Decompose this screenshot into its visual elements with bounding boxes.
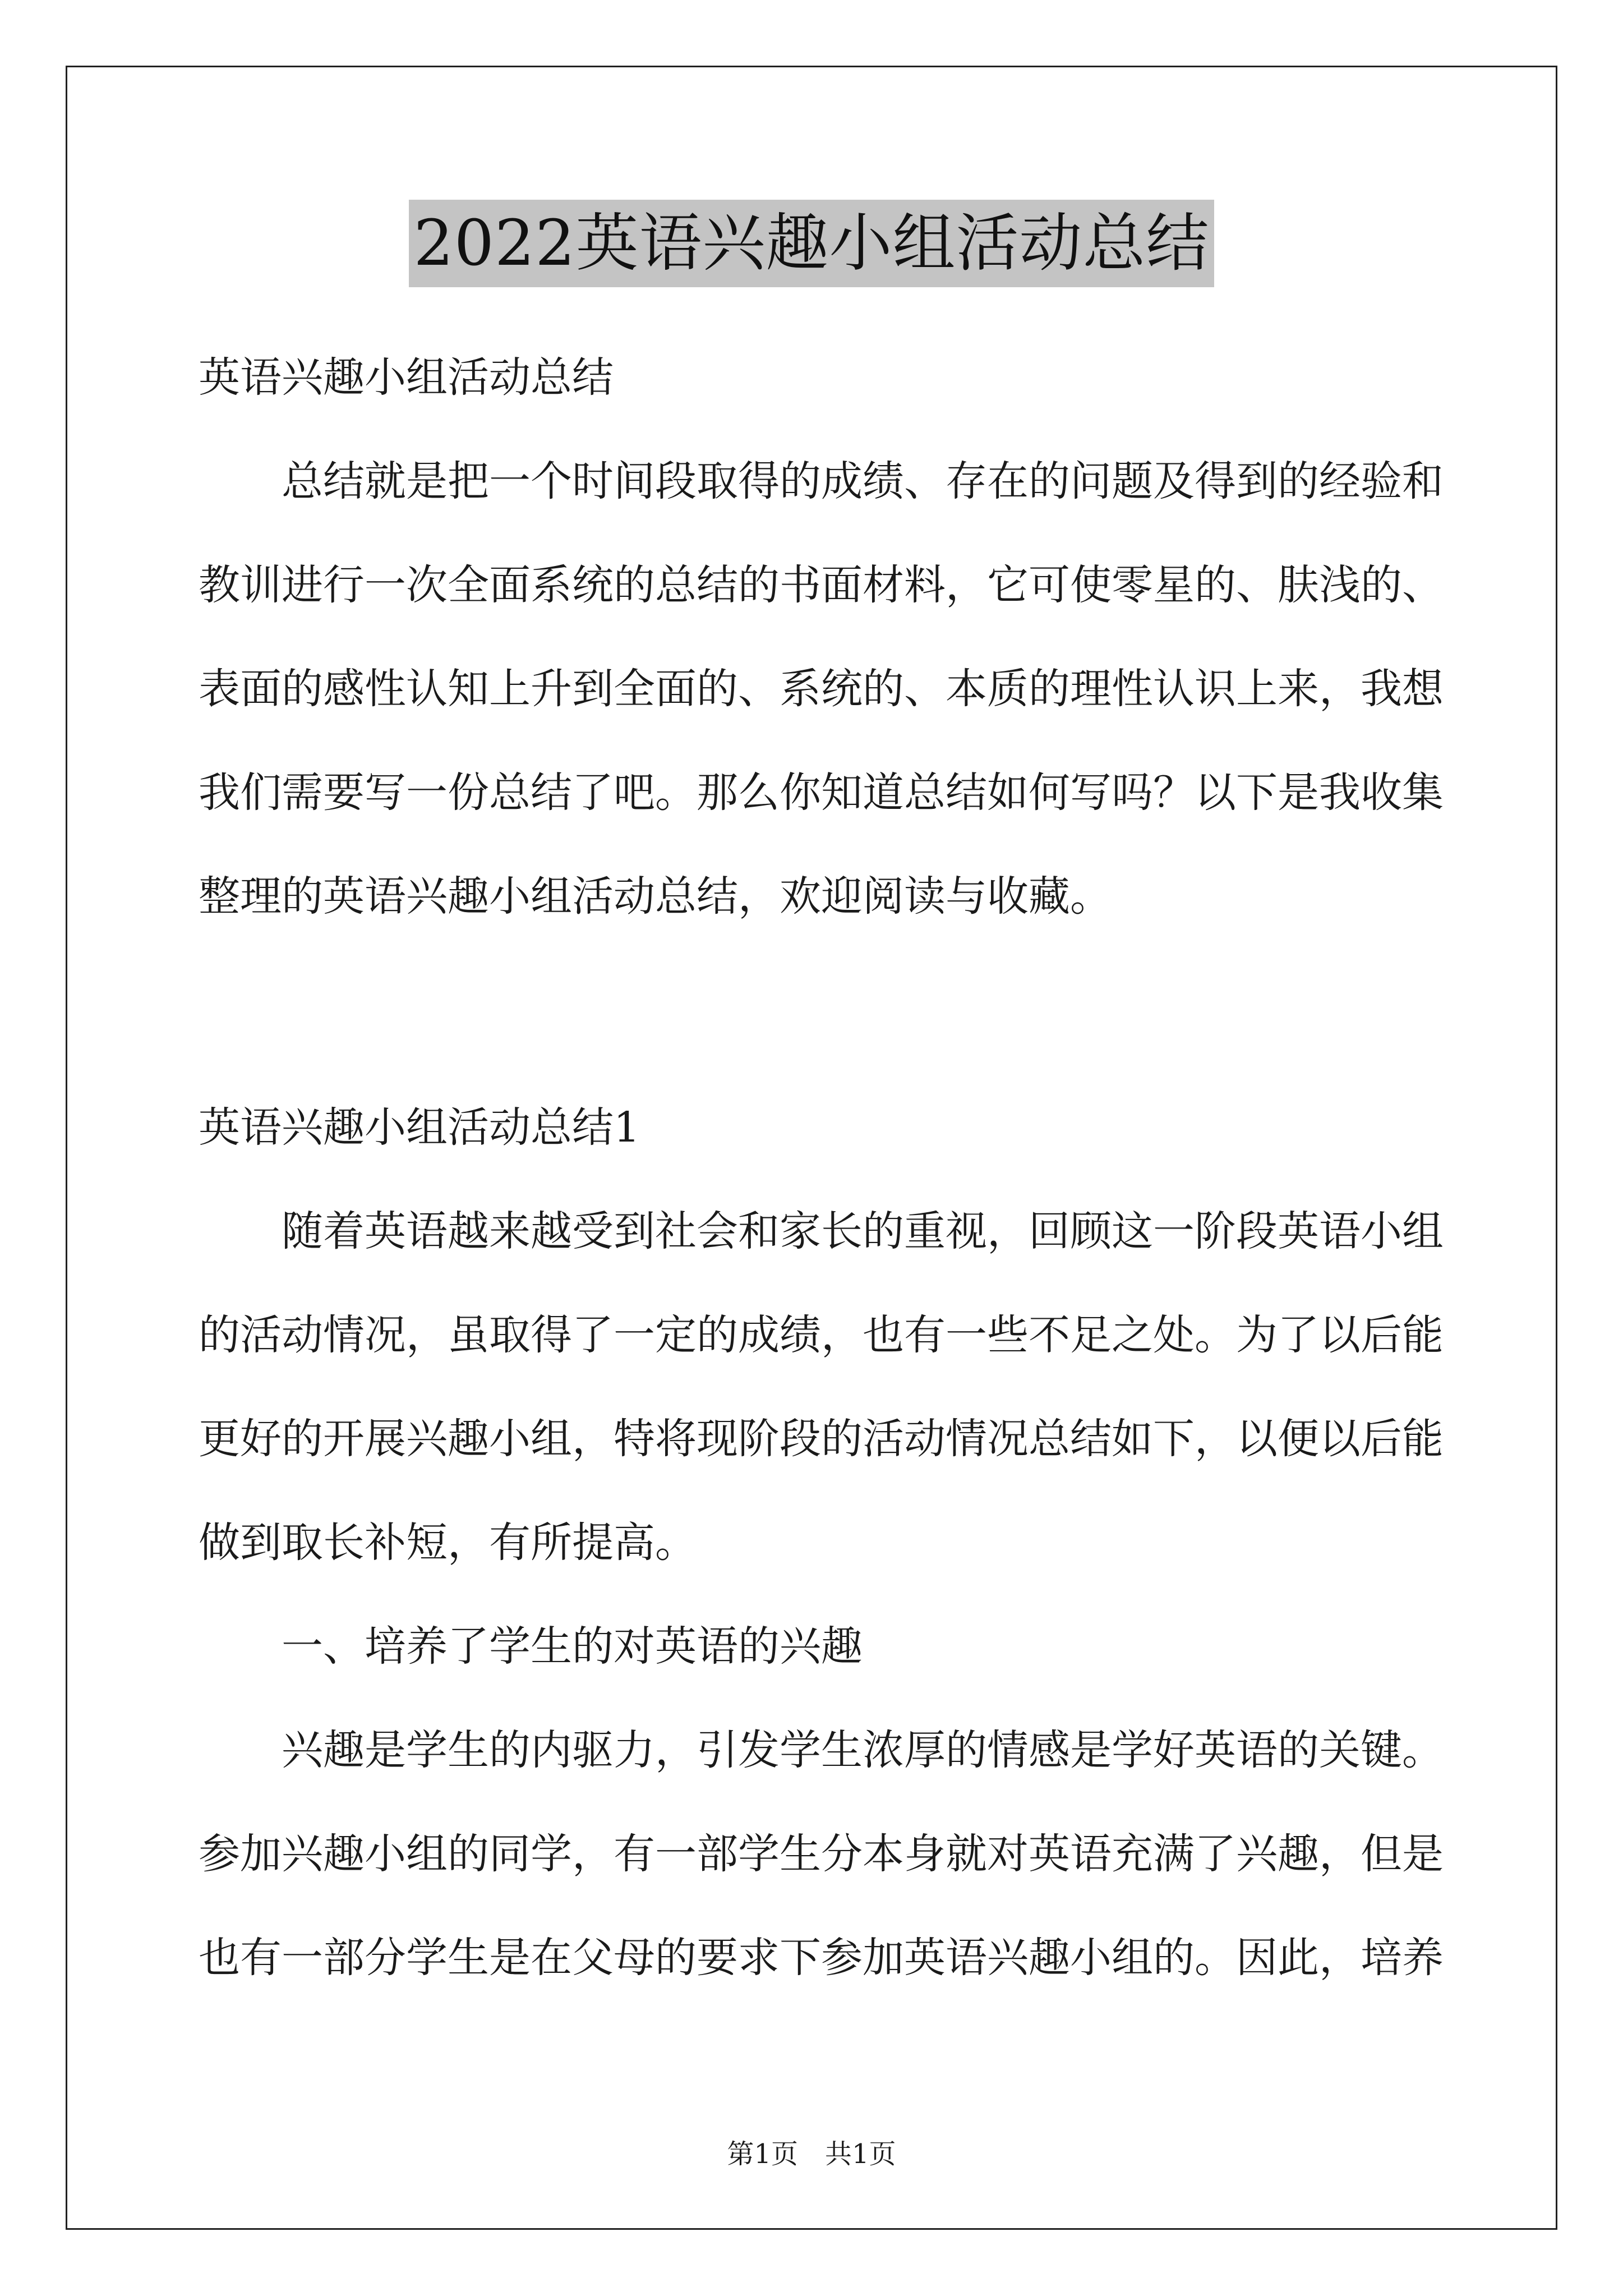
paragraph-line: 我们需要写一份总结了吧。那么你知道总结如何写吗？以下是我收集 [199,769,1444,817]
paragraph-line: 表面的感性认知上升到全面的、系统的、本质的理性认识上来，我想 [199,665,1444,713]
paragraph-line: 也有一部分学生是在父母的要求下参加英语兴趣小组的。因此，培养 [199,1934,1444,1982]
document-title: 2022英语兴趣小组活动总结 [409,200,1214,287]
paragraph-line: 整理的英语兴趣小组活动总结，欢迎阅读与收藏。 [199,872,1112,921]
page-footer: 第1页 共1页 [727,2138,896,2170]
subtitle-line: 英语兴趣小组活动总结 [199,353,614,402]
paragraph-line: 总结就是把一个时间段取得的成绩、存在的问题及得到的经验和 [282,457,1444,505]
paragraph-line: 更好的开展兴趣小组，特将现阶段的活动情况总结如下，以便以后能 [199,1415,1444,1463]
paragraph-line: 兴趣是学生的内驱力，引发学生浓厚的情感是学好英语的关键。 [282,1726,1444,1774]
title-container [0,200,1623,287]
subsection-heading: 一、培养了学生的对英语的兴趣 [282,1622,863,1671]
paragraph-line: 的活动情况，虽取得了一定的成绩，也有一些不足之处。为了以后能 [199,1311,1444,1359]
paragraph-line: 参加兴趣小组的同学，有一部学生分本身就对英语充满了兴趣，但是 [199,1830,1444,1878]
paragraph-line: 做到取长补短，有所提高。 [199,1519,697,1567]
paragraph-line: 随着英语越来越受到社会和家长的重视，回顾这一阶段英语小组 [282,1207,1444,1255]
section-heading: 英语兴趣小组活动总结1 [199,1103,640,1152]
paragraph-line: 教训进行一次全面系统的总结的书面材料，它可使零星的、肤浅的、 [199,561,1444,609]
